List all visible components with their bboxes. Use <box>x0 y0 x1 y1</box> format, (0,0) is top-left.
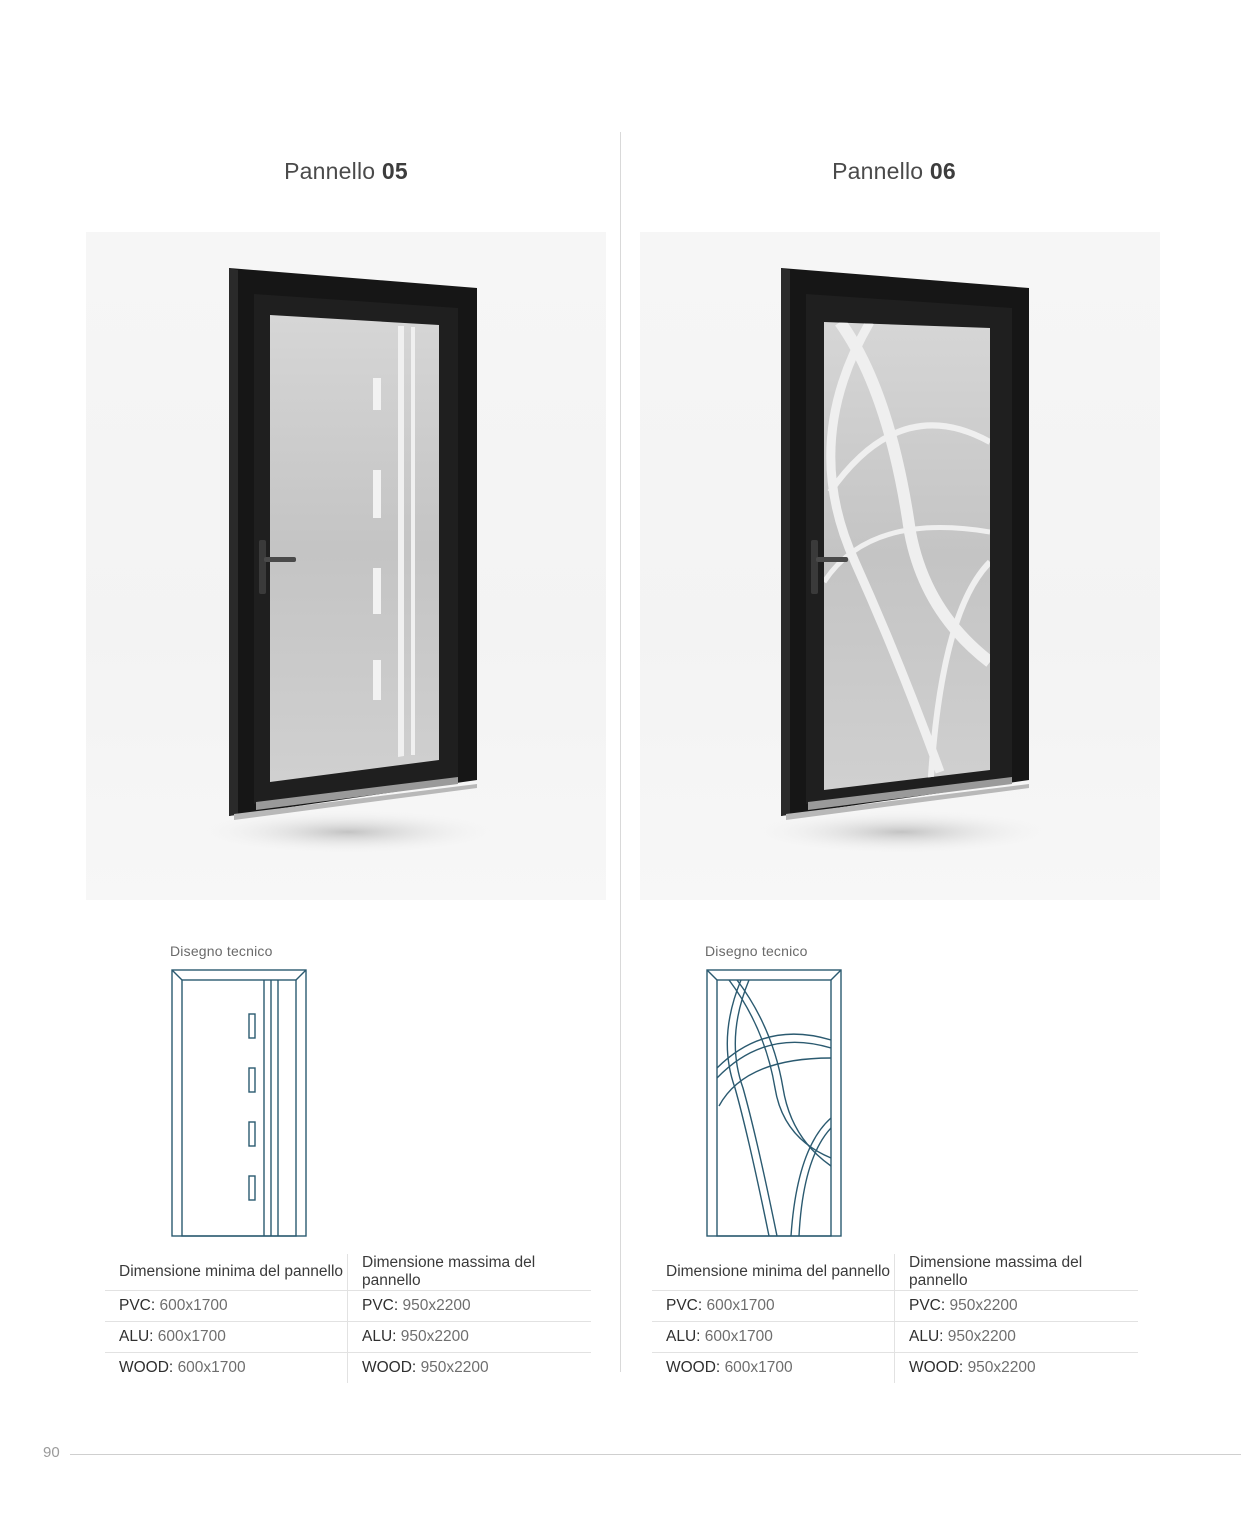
material-label: ALU: <box>119 1328 154 1345</box>
panel-05-dimensions-table <box>105 1254 591 1383</box>
table-row <box>105 1291 591 1322</box>
dimension-value: 950x2200 <box>420 1359 489 1376</box>
dimension-value: 600x1700 <box>159 1297 228 1314</box>
panel-06-technical-drawing <box>705 968 845 1245</box>
table-row <box>105 1322 591 1353</box>
dimension-value: 600x1700 <box>706 1297 775 1314</box>
material-label: WOOD: <box>119 1359 174 1376</box>
material-label: PVC: <box>362 1297 399 1314</box>
panel-05-tech-label: Disegno tecnico <box>170 943 273 959</box>
dimension-value: 950x2200 <box>967 1359 1036 1376</box>
material-label: ALU: <box>362 1328 397 1345</box>
panel-06-title: Pannello 06 <box>832 158 956 184</box>
column-divider <box>620 132 621 1372</box>
material-label: ALU: <box>909 1328 944 1345</box>
material-label: PVC: <box>909 1297 946 1314</box>
table-row <box>652 1291 1138 1322</box>
table-row <box>652 1322 1138 1353</box>
material-label: WOOD: <box>362 1359 417 1376</box>
dimension-value: 950x2200 <box>400 1328 469 1345</box>
header-min: Dimensione minima del pannello <box>105 1254 348 1291</box>
table-header-row <box>105 1254 591 1291</box>
table-row <box>652 1353 1138 1384</box>
material-label: ALU: <box>666 1328 701 1345</box>
material-label: PVC: <box>119 1297 156 1314</box>
material-label: PVC: <box>666 1297 703 1314</box>
page-number: 90 <box>43 1444 60 1461</box>
dimension-value: 600x1700 <box>177 1359 246 1376</box>
panel-06-dimensions-table <box>652 1254 1138 1383</box>
header-max: Dimensione massima del pannello <box>348 1254 592 1291</box>
panel-05-technical-drawing <box>170 968 310 1245</box>
material-label: WOOD: <box>666 1359 721 1376</box>
dimension-value: 950x2200 <box>949 1297 1018 1314</box>
header-max: Dimensione massima del pannello <box>895 1254 1139 1291</box>
dimension-value: 950x2200 <box>947 1328 1016 1345</box>
material-label: WOOD: <box>909 1359 964 1376</box>
dimension-value: 600x1700 <box>704 1328 773 1345</box>
panel-06-door-photo <box>640 232 1160 900</box>
panel-05-title: Pannello 05 <box>284 158 408 184</box>
footer-divider <box>70 1454 1241 1455</box>
dimension-value: 600x1700 <box>724 1359 793 1376</box>
panel-06-tech-label: Disegno tecnico <box>705 943 808 959</box>
dimension-value: 950x2200 <box>402 1297 471 1314</box>
header-min: Dimensione minima del pannello <box>652 1254 895 1291</box>
dimension-value: 600x1700 <box>157 1328 226 1345</box>
table-row <box>105 1353 591 1384</box>
panel-05-door-photo <box>86 232 606 900</box>
table-header-row <box>652 1254 1138 1291</box>
